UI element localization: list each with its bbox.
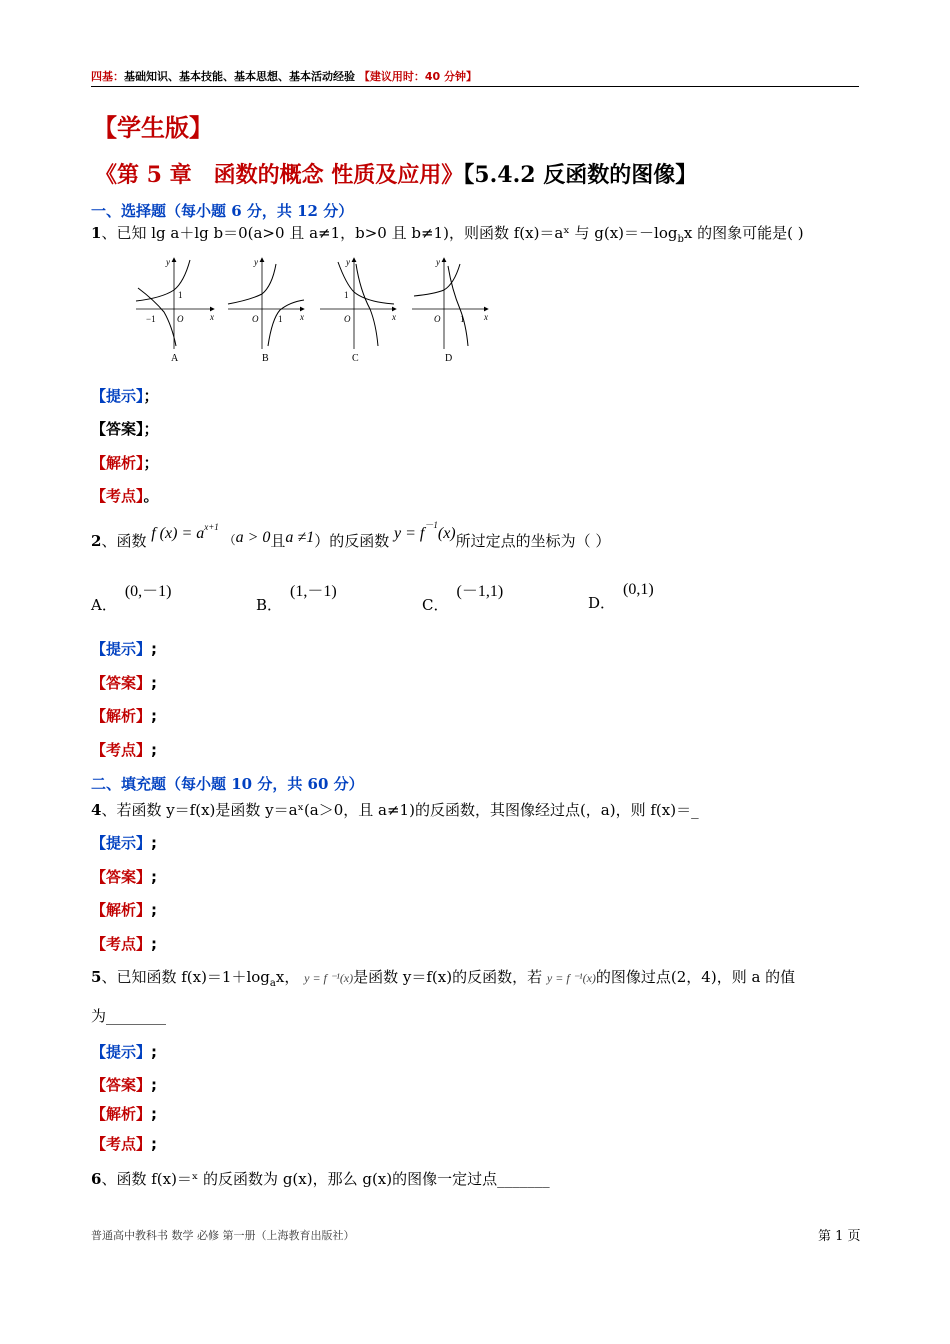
q2-option-c[interactable] bbox=[422, 583, 504, 615]
q5-analysis-label: 【解析】 bbox=[91, 1105, 152, 1123]
q1-text: 、已知 lg a＋lg b＝0(a>0 且 a≠1，b>0 且 b≠1)，则函数 f(x)＝aˣ 与 g(x)＝－log bbox=[101, 224, 678, 242]
graph-a-origin: O bbox=[177, 314, 184, 324]
q5-analysis: 【解析】; bbox=[91, 1105, 158, 1123]
q1-analysis-suffix: ； bbox=[143, 454, 159, 472]
question-6 bbox=[91, 1168, 550, 1189]
section-heading-choice: 一、选择题（每小题 6 分，共 12 分） bbox=[91, 202, 354, 220]
q1-hint-suffix: ； bbox=[143, 387, 159, 405]
question-1 bbox=[91, 222, 804, 245]
q5-inverse-2: y = f ⁻¹(x) bbox=[546, 971, 596, 985]
q4-answer-label: 【答案】 bbox=[91, 868, 152, 886]
q2-option-a-value: (0,－1) bbox=[124, 583, 172, 600]
q1-hint bbox=[91, 385, 159, 406]
graph-b-one: 1 bbox=[278, 314, 283, 324]
q5-text-b: x， bbox=[275, 968, 300, 986]
q2-cond2: a ≠1 bbox=[285, 529, 315, 546]
q2-option-b-letter: B． bbox=[256, 596, 283, 614]
section-heading-fill: 二、填充题（每小题 10 分，共 60 分） bbox=[91, 775, 364, 793]
q1-analysis bbox=[91, 452, 159, 473]
q2-inverse: y = f bbox=[394, 525, 425, 542]
q1-point-label: 【考点】 bbox=[91, 487, 144, 505]
graph-a-x: x bbox=[210, 312, 214, 322]
q2-cond-close: ）的反函数 bbox=[314, 532, 390, 550]
graph-d-origin: O bbox=[434, 314, 441, 324]
header-items: 基础知识、基本技能、基本思想、基本活动经验 bbox=[124, 70, 355, 83]
q5-text-a: 、已知函数 f(x)＝1＋log bbox=[101, 968, 270, 986]
q5-number: 5 bbox=[91, 968, 102, 986]
question-5 bbox=[91, 966, 795, 989]
q2-analysis-label: 【解析】 bbox=[91, 707, 152, 725]
q2-analysis: 【解析】; bbox=[91, 707, 158, 725]
q6-number: 6 bbox=[91, 1170, 102, 1188]
q2-text-b: 所过定点的坐标为（ ） bbox=[455, 532, 611, 550]
graph-a-y: y bbox=[166, 257, 170, 267]
q4-analysis-label: 【解析】 bbox=[91, 901, 152, 919]
title-section: 【5.4.2 反函数的图像】 bbox=[463, 162, 698, 188]
footer-page-number: 第 1 页 bbox=[818, 1229, 861, 1244]
q2-cond: a > 0 bbox=[235, 529, 271, 546]
q1-answer bbox=[91, 418, 159, 439]
graph-b-label: B bbox=[262, 353, 269, 364]
q5-inverse-1: y = f ⁻¹(x) bbox=[304, 971, 354, 985]
header-divider bbox=[91, 86, 859, 87]
q4-point: 【考点】; bbox=[91, 935, 158, 953]
graph-d[interactable] bbox=[412, 257, 488, 364]
graph-c-label: C bbox=[352, 353, 359, 364]
q1-hint-label: 【提示】 bbox=[91, 387, 144, 405]
q2-func-exp: x+1 bbox=[204, 522, 219, 532]
version-label: 【学生版】 bbox=[93, 114, 213, 142]
graph-b[interactable] bbox=[228, 257, 304, 364]
q2-option-d-value: (0,1) bbox=[623, 581, 654, 598]
graph-a-one: 1 bbox=[178, 290, 183, 300]
q2-cond-open: （ bbox=[223, 533, 236, 547]
q2-hint-label: 【提示】 bbox=[91, 640, 152, 658]
graph-c-x: x bbox=[392, 312, 396, 322]
graph-a-label: A bbox=[171, 353, 179, 364]
q2-option-d-letter: D． bbox=[588, 594, 616, 612]
graph-c-one: 1 bbox=[344, 290, 349, 300]
q1-log-base: b bbox=[677, 234, 684, 245]
graph-c[interactable] bbox=[320, 257, 396, 364]
graph-d-x: x bbox=[484, 312, 488, 322]
q5-hint: 【提示】; bbox=[91, 1043, 158, 1061]
q1-answer-suffix: ； bbox=[143, 420, 159, 438]
q5-text-c: 是函数 y＝f(x)的反函数，若 bbox=[353, 968, 543, 986]
q2-hint: 【提示】; bbox=[91, 640, 158, 658]
q4-number: 4 bbox=[91, 801, 102, 819]
graph-c-y: y bbox=[346, 257, 350, 267]
q1-answer-label: 【答案】 bbox=[91, 420, 144, 438]
graph-a-neg-one: −1 bbox=[146, 314, 156, 324]
q2-qie: 且 bbox=[270, 532, 286, 550]
graph-b-x: x bbox=[300, 312, 304, 322]
page-title bbox=[95, 158, 697, 189]
q6-text: 、函数 f(x)＝ˣ 的反函数为 g(x)，那么 g(x)的图像一定过点_______ bbox=[101, 1170, 550, 1188]
q2-option-c-letter: C． bbox=[422, 596, 449, 614]
q1-point-suffix: 。 bbox=[143, 487, 159, 505]
header-prefix: 四基： bbox=[91, 70, 124, 83]
q2-func: f (x) = a bbox=[151, 525, 205, 542]
q4-point-label: 【考点】 bbox=[91, 935, 152, 953]
footer-book: 普通高中教科书 数学 必修 第一册（上海教育出版社） bbox=[91, 1229, 355, 1242]
q4-hint-label: 【提示】 bbox=[91, 834, 152, 852]
q1-text-end: x 的图象可能是( ) bbox=[683, 224, 804, 242]
graph-d-one: 1 bbox=[460, 314, 465, 324]
graph-c-origin: O bbox=[344, 314, 351, 324]
question-4 bbox=[91, 799, 699, 820]
graph-a[interactable] bbox=[136, 257, 214, 364]
q5-answer-label: 【答案】 bbox=[91, 1076, 152, 1094]
graph-d-label: D bbox=[445, 353, 453, 364]
q5-log-base: a bbox=[269, 978, 276, 989]
graph-b-y: y bbox=[254, 257, 258, 267]
q2-option-d[interactable] bbox=[588, 581, 654, 613]
q1-graph-options bbox=[132, 254, 497, 366]
q1-analysis-label: 【解析】 bbox=[91, 454, 144, 472]
q1-point bbox=[91, 485, 159, 506]
graph-b-origin: O bbox=[252, 314, 259, 324]
q2-text-a: 、函数 bbox=[101, 532, 147, 550]
q5-answer: 【答案】; bbox=[91, 1076, 158, 1094]
q5-line-2: 为________ bbox=[91, 1007, 167, 1025]
q4-hint: 【提示】; bbox=[91, 834, 158, 852]
q5-hint-label: 【提示】 bbox=[91, 1043, 152, 1061]
q2-number: 2 bbox=[91, 532, 102, 550]
q2-point: 【考点】; bbox=[91, 741, 158, 759]
q5-point-label: 【考点】 bbox=[91, 1135, 152, 1153]
q2-inverse-arg: (x) bbox=[437, 525, 456, 542]
header-time-note: 【建议用时：40 分钟】 bbox=[358, 70, 477, 83]
q2-option-c-value: (－1,1) bbox=[456, 583, 504, 600]
q2-option-a[interactable] bbox=[91, 583, 172, 615]
q4-analysis: 【解析】; bbox=[91, 901, 158, 919]
q5-point: 【考点】; bbox=[91, 1135, 158, 1153]
q1-number: 1 bbox=[91, 224, 102, 242]
q2-option-b-value: (1,－1) bbox=[290, 583, 337, 600]
q2-option-b[interactable] bbox=[256, 583, 337, 615]
graph-d-y: y bbox=[436, 257, 440, 267]
q4-answer: 【答案】; bbox=[91, 868, 158, 886]
title-chapter: 《第 5 章 函数的概念 性质及应用》 bbox=[95, 162, 464, 188]
question-2 bbox=[91, 520, 611, 551]
q4-text: 、若函数 y＝f(x)是函数 y＝aˣ(a＞0，且 a≠1)的反函数，其图像经过点(，a)，则 f(x)＝_ bbox=[101, 801, 699, 819]
q2-answer: 【答案】; bbox=[91, 674, 158, 692]
q2-answer-label: 【答案】 bbox=[91, 674, 152, 692]
page-header bbox=[91, 68, 477, 84]
q2-point-label: 【考点】 bbox=[91, 741, 152, 759]
q2-option-a-letter: A． bbox=[91, 596, 117, 614]
q5-text-d: 的图像过点(2，4)，则 a 的值 bbox=[595, 968, 796, 986]
q2-inverse-exp: －1 bbox=[424, 520, 438, 530]
